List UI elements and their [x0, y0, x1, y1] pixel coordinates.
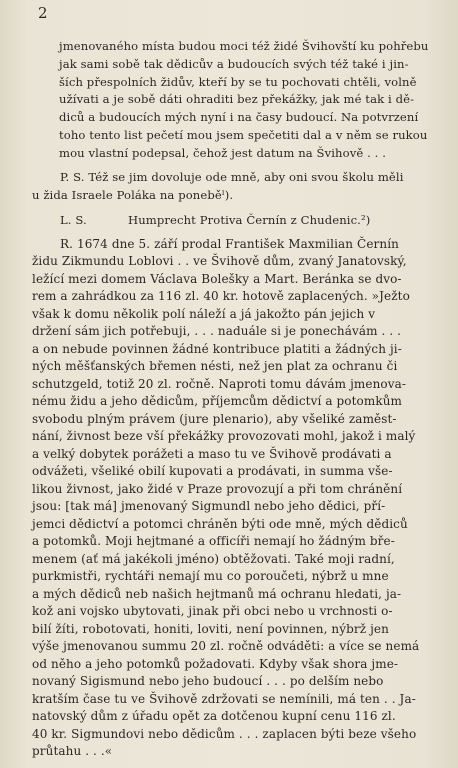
text-line: průtahu . . .« [32, 744, 113, 758]
text-line: diců a budoucích mých nyní i na časy budoucí. Na potvrzení [59, 110, 419, 124]
text-line: jak sami sobě tak dědicův a budoucích svých též také i jin- [59, 56, 409, 71]
text-line: nému židu a jeho dědicům, příjemcům dědictví a potomkům [32, 394, 403, 408]
text-line: toho tento list pečetí mou jsem spečetiti dal a v něm se rukou [59, 127, 428, 142]
text-line: jemci dědictví a potomci chráněn býti ode mně, mých dědiců [32, 516, 408, 531]
text-line: od něho a jeho potomků požadovati. Kdyby však shora jme- [32, 656, 399, 671]
text-line: ných měšťanských břemen nésti, než jen plat za ochranu či [32, 359, 398, 373]
text-line: svobodu plným právem (jure plenario), aby všeliké zaměst- [32, 411, 397, 426]
text-line: ležící mezi domem Václava Bolešky a Mart. Beránka se dvo- [32, 271, 402, 286]
text-line: 40 kr. Sigmundovi nebo dědicům . . . zaplacen býti beze všeho [32, 726, 417, 741]
text-line: kratším čase tu ve Švihově zdržovati se nemínili, má ten . . Ja- [32, 691, 416, 706]
text-line: rem a zahrádkou za 116 zl. 40 kr. hotově zaplacených. »Ježto [32, 289, 410, 303]
text-line: natovský dům z úřadu opět za dotčenou kupní cenu 116 zl. [32, 709, 396, 723]
signatory-name: Humprecht Protiva Černín z Chudenic.²) [128, 212, 371, 227]
text-line: mou vlastní podepsal, čehož jest datum na Švihově . . . [59, 145, 387, 160]
text-line: P. S. Též se jim dovoluje ode mně, aby oni svou školu měli [60, 170, 404, 185]
text-line: ších přespolních židův, kteří by se tu pochovati chtěli, volně [59, 74, 417, 89]
text-line: však k domu několik polí náleží a já jakožto pán jejich v [32, 306, 376, 321]
text-line: bilí žíti, robotovati, honiti, loviti, není povinnen, nýbrž jen [32, 621, 389, 636]
signature-line [60, 212, 444, 230]
text-line: kož ani vojsko ubytovati, jinak při obci nebo u vrchnosti o- [32, 604, 393, 618]
text-line: držení sám jich potřebuji, . . . naduále si je ponechávám . . . [32, 324, 402, 338]
text-line: nání, živnost beze vší překážky provozovati mohl, jakož i malý [32, 429, 416, 443]
text-line: novaný Sigismund nebo jeho budoucí . . . po delším nebo [32, 674, 384, 688]
text-line: a mých dědiců neb našich hejtmanů má ochranu hledati, ja- [32, 586, 402, 601]
text-line: R. 1674 dne 5. září prodal František Maxmilian Černín [60, 236, 399, 251]
page-number: 2 [38, 4, 48, 22]
postscript-paragraph [32, 169, 444, 205]
text-line: výše jmenovanou summu 20 zl. ročně odváděti: a více se nemá [32, 639, 420, 653]
text-line: užívati a je sobě dáti ohraditi bez překážky, jak mé tak i dě- [59, 92, 415, 107]
page-content [32, 38, 444, 761]
text-line: u žida Israele Poláka na poneběˡ). [32, 188, 234, 202]
text-line: menem (ať má jakékoli jméno) obtěžovati. Také moji radní, [32, 551, 395, 566]
letter-closing-paragraph [59, 38, 444, 162]
seal-mark: L. S. [60, 212, 87, 227]
text-line: schutzgeld, totiž 20 zl. ročně. Naproti tomu dávám jmenova- [32, 376, 407, 391]
sale-record-paragraph [32, 236, 444, 761]
text-line: likou živnost, jako židé v Praze provozují a při tom chránění [32, 481, 403, 496]
text-line: purkmistři, rychtáři nemají mu co poroučeti, nýbrž u mne [32, 569, 389, 583]
text-line: jmenovaného místa budou moci též židé Švihovští ku pohřebu [59, 39, 429, 53]
text-line: odvážeti, všeliké obilí kupovati a prodávati, in summa vše- [32, 464, 393, 478]
text-line: a on nebude povinnen žádné kontribuce platiti a žádných ji- [32, 341, 402, 356]
text-line: a velký dobytek porážeti a maso tu ve Švihově prodávati a [32, 446, 392, 461]
text-line: židu Zikmundu Loblovi . . ve Švihově dům, zvaný Janatovský, [32, 254, 407, 268]
text-line: jsou: [tak má] jmenovaný Sigmundl nebo jeho dědici, pří- [32, 499, 386, 513]
text-line: a potomků. Moji hejtmané a officíři nemají ho žádným bře- [32, 534, 395, 548]
